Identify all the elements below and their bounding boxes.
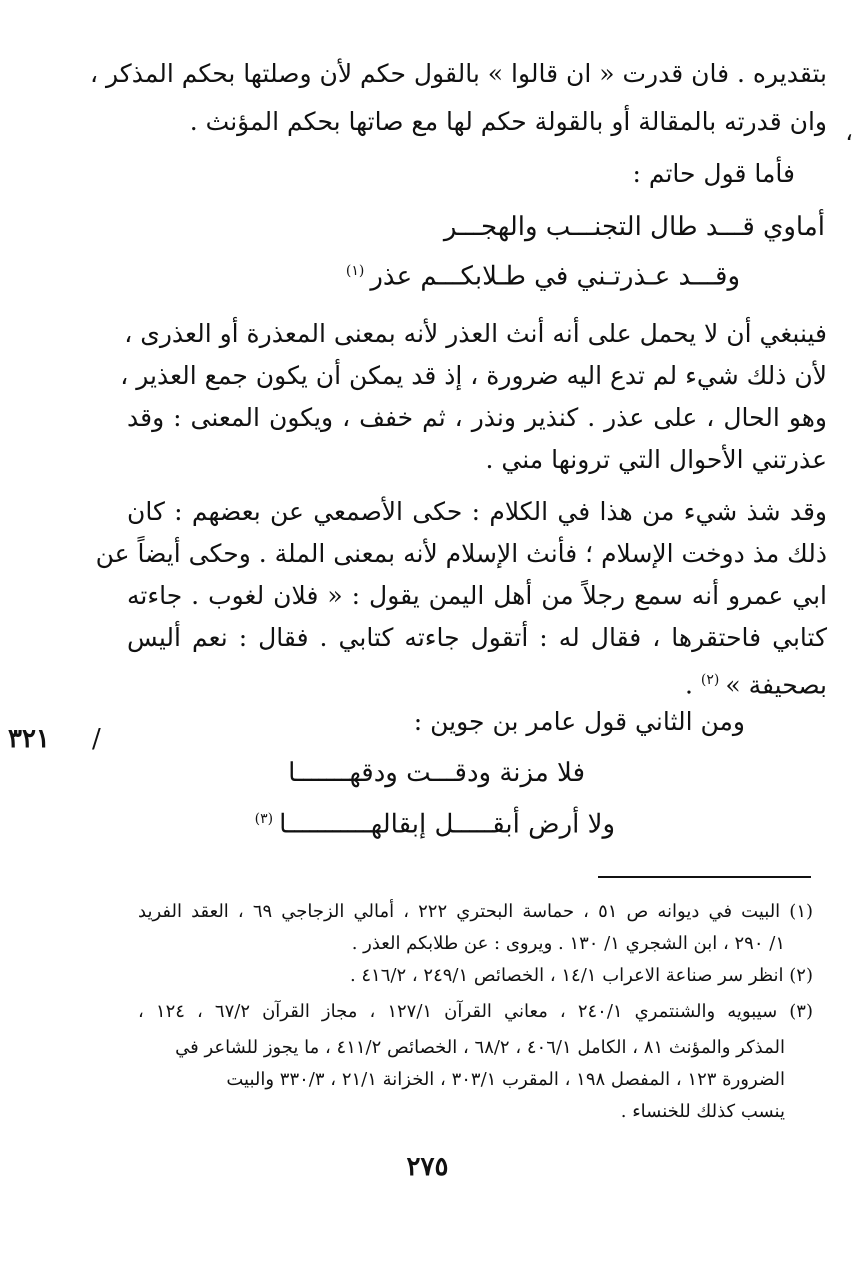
footnote-1-line-2: ١/ ٢٩٠ ، ابن الشجري ١/ ١٣٠ . ويروى : عن طلابكم العذر . xyxy=(351,933,785,954)
amir-verse-line-2 xyxy=(255,802,615,842)
footnote-marker-3: (٣) xyxy=(254,811,274,827)
paragraph-3-line-2: لأن ذلك شيء لم تدع اليه ضرورة ، إذ قد يمكن أن يكون جمع العذير ، xyxy=(120,361,827,390)
paragraph-4-line-5-text: بصحيفة » xyxy=(725,670,827,700)
paragraph-3-line-4: عذرتني الأحوال التي ترونها مني . xyxy=(485,445,827,474)
footnote-3-line-4: ينسب كذلك للخنساء . xyxy=(620,1101,785,1122)
hatim-intro: فأما قول حاتم : xyxy=(632,159,795,188)
footnote-3-line-1: (٣) سيبويه والشنتمري ٢٤٠/١ ، معاني القرآن ١٢٧/١ ، مجاز القرآن ٦٧/٢ ، ١٢٤ ، xyxy=(138,1001,813,1022)
hatim-verse-line-2-text: وقـــد عـذرتـني في طـلابكـــم عذر xyxy=(370,261,740,292)
paragraph-1-line-2: وان قدرته بالمقالة أو بالقولة حكم لها مع صاتها بحكم المؤنث . xyxy=(189,107,827,136)
amir-verse-line-1: فلا مزنة ودقـــت ودقهـــــــا xyxy=(288,758,585,788)
paragraph-3-line-1: فينبغي أن لا يحمل على أنه أنث العذر لأنه بمعنى المعذرة أو العذرى ، xyxy=(124,319,827,348)
margin-slash: / xyxy=(92,724,101,754)
paragraph-4-line-3: ابي عمرو أنه سمع رجلاً من أهل اليمن يقول : « فلان لغوب . جاءته xyxy=(127,581,827,610)
footnote-marker-2: (٢) xyxy=(700,672,720,688)
amir-intro: ومن الثاني قول عامر بن جوين : xyxy=(413,707,745,736)
amir-verse-line-2-text: ولا أرض أبقـــــل إبقالهـــــــــــا xyxy=(279,809,615,840)
paragraph-4-line-5-end: . xyxy=(685,670,693,700)
paragraph-4-line-4: كتابي فاحتقرها ، فقال له : أتقول جاءته كتابي . فقال : نعم أليس xyxy=(127,623,827,652)
footnote-3-line-3: الضرورة ١٢٣ ، المفصل ١٩٨ ، المقرب ٣٠٣/١ ، الخزانة ٢١/١ ، ٣٣٠/٣ والبيت xyxy=(226,1069,785,1090)
footnote-marker-1: (١) xyxy=(345,263,365,279)
paragraph-4-line-2: ذلك مذ دوخت الإسلام ؛ فأنث الإسلام لأنه بمعنى الملة . وحكى أيضاً عن xyxy=(95,539,827,568)
footnote-divider xyxy=(598,876,811,878)
paragraph-3-line-3: وهو الحال ، على عذر . كنذير ونذر ، ثم خفف ، ويكون المعنى : وقد xyxy=(127,403,827,432)
footnote-3-line-2: المذكر والمؤنث ٨١ ، الكامل ٤٠٦/١ ، ٦٨/٢ ، الخصائص ٤١١/٢ ، ما يجوز للشاعر في xyxy=(175,1037,785,1058)
page-number: ٢٧٥ xyxy=(406,1152,449,1182)
footnote-1-line-1: (١) البيت في ديوانه ص ٥١ ، حماسة البحتري ٢٢٢ ، أمالي الزجاجي ٦٩ ، العقد الفريد xyxy=(138,901,814,922)
paragraph-4-line-1: وقد شذ شيء من هذا في الكلام : حكى الأصمعي عن بعضهم : كان xyxy=(127,497,827,526)
paragraph-4-line-5 xyxy=(127,664,827,701)
hatim-verse-line-2 xyxy=(346,254,740,294)
hatim-verse-line-1: أماوي قـــد طال التجنـــب والهجـــر xyxy=(443,212,825,242)
footnote-2-line-1: (٢) انظر سر صناعة الاعراب ١٤/١ ، الخصائص ٢٤٩/١ ، ٤١٦/٢ . xyxy=(349,965,813,986)
margin-page-number: ٣٢١ xyxy=(8,724,50,754)
paragraph-1-line-1: بتقديره . فان قدرت « ان قالوا » بالقول حكم لأن وصلتها بحكم المذكر ، xyxy=(89,59,827,88)
margin-stray-mark: ، xyxy=(845,118,853,146)
